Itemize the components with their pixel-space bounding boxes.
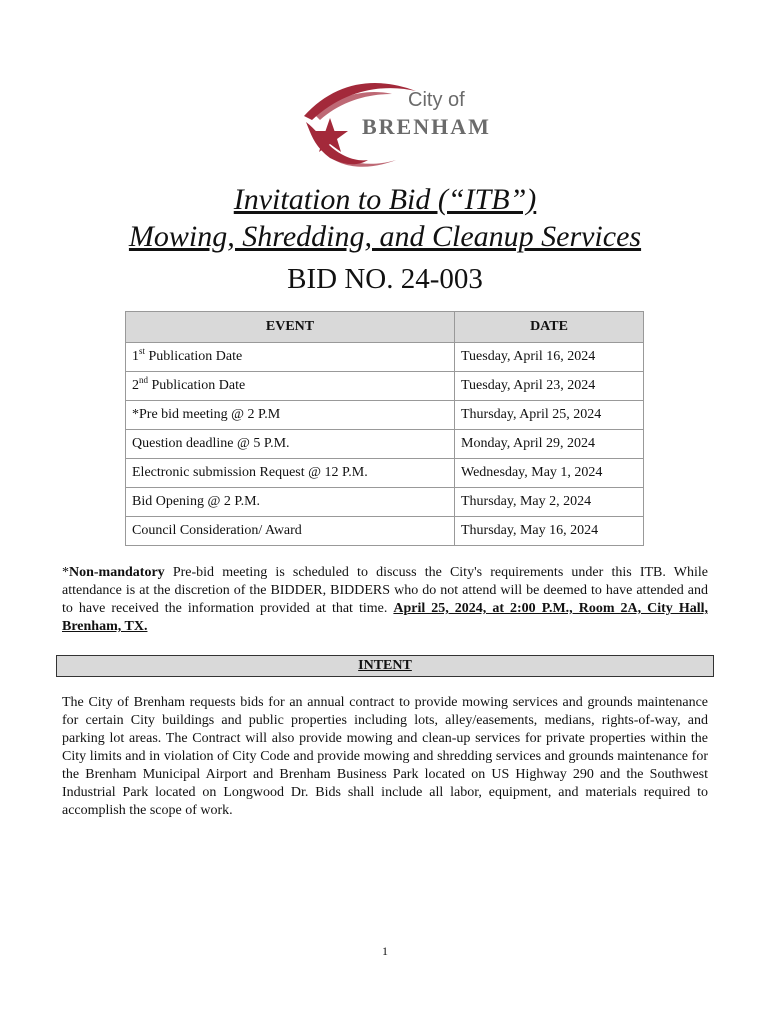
event-ordinal: 2: [132, 378, 139, 393]
date-cell: Thursday, April 25, 2024: [455, 401, 644, 430]
event-label: Council Consideration/ Award: [132, 523, 302, 538]
date-cell: Thursday, May 16, 2024: [455, 517, 644, 546]
event-label: *Pre bid meeting @ 2 P.M: [132, 407, 281, 422]
event-cell: [126, 517, 455, 546]
event-cell: [126, 488, 455, 517]
event-label: Electronic submission Request @ 12 P.M.: [132, 465, 368, 480]
date-cell: Tuesday, April 16, 2024: [455, 343, 644, 372]
event-cell: [126, 459, 455, 488]
page-number: 1: [382, 944, 388, 958]
date-cell: Tuesday, April 23, 2024: [455, 372, 644, 401]
title-line-1: Invitation to Bid (“ITB”): [233, 183, 537, 216]
table-row: [126, 488, 644, 517]
city-of-brenham-logo: [296, 76, 491, 176]
logo-city-of: City of: [408, 89, 465, 111]
date-cell: Wednesday, May 1, 2024: [455, 459, 644, 488]
header-date: DATE: [455, 312, 644, 343]
event-ordinal-suffix: st: [139, 346, 146, 356]
event-cell: [126, 401, 455, 430]
event-label: Publication Date: [148, 378, 246, 393]
note-meeting-location: April 25, 2024, at 2:00 P.M., Room 2A, City Hall, Brenham, TX.: [62, 601, 708, 634]
event-ordinal: 1: [132, 349, 139, 364]
date-cell: Thursday, May 2, 2024: [455, 488, 644, 517]
intent-body: The City of Brenham requests bids for an annual contract to provide mowing services and grounds maintenance for certain City buildings and public properties including lots, alley/easements, medians, rights-of-way, and parking lot areas. The Contract will also provide mowing and clean-up services for private properties within the City limits and in violation of City Code and provide mowing and shredding services and grounds maintenance for the Brenham Municipal Airport and Brenham Business Park located on US Highway 290 and the Southwest Industrial Park located on Longwood Dr. Bids shall include all labor, equipment, and materials required to accomplish the scope of work.: [62, 695, 708, 818]
table-row: [126, 372, 644, 401]
note-prefix: *: [62, 565, 69, 580]
table-row: [126, 430, 644, 459]
event-cell: [126, 372, 455, 401]
event-label: Publication Date: [145, 349, 243, 364]
table-row: [126, 401, 644, 430]
event-label: Bid Opening @ 2 P.M.: [132, 494, 261, 509]
intent-heading: INTENT: [56, 655, 714, 677]
schedule-table: [125, 311, 644, 546]
header-event: EVENT: [126, 312, 455, 343]
bid-number: BID NO. 24-003: [287, 263, 483, 295]
note-text: Pre-bid meeting is scheduled to discuss the City's requirements under this ITB. While attendance is at the discretion of the BIDDER, BIDDERS who do not attend will be deemed to have attended and to have received the information provided at that time.: [62, 565, 708, 616]
schedule-header-row: [126, 312, 644, 343]
table-row: [126, 343, 644, 372]
note-bold: Non-mandatory: [69, 565, 165, 580]
table-row: [126, 517, 644, 546]
event-label: Question deadline @ 5 P.M.: [132, 436, 290, 451]
event-ordinal-suffix: nd: [139, 375, 148, 385]
logo-brenham: BRENHAM: [362, 114, 491, 139]
event-cell: [126, 430, 455, 459]
pre-bid-note: [62, 564, 708, 636]
date-cell: Monday, April 29, 2024: [455, 430, 644, 459]
table-row: [126, 459, 644, 488]
event-cell: [126, 343, 455, 372]
title-line-2: Mowing, Shredding, and Cleanup Services: [128, 220, 642, 253]
